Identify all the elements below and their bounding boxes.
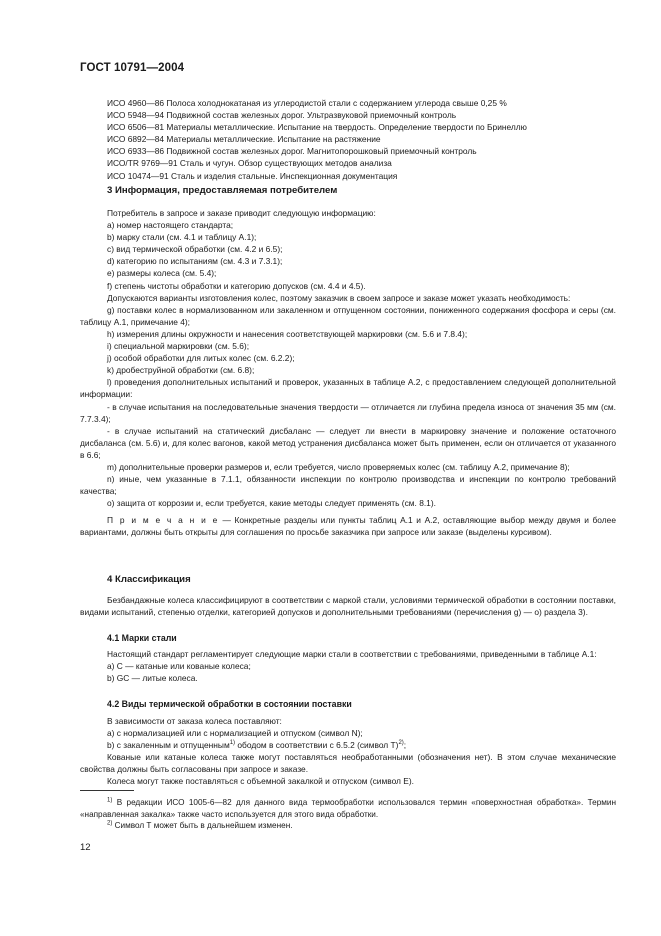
text-run: ободом в соответствии с 6.5.2 (символ Т)	[235, 740, 399, 751]
list-item: h) измерения длины окружности и нанесения соответствующей маркировки (см. 5.6 и 7.8.4);	[107, 328, 468, 339]
note-label: П р и м е ч а н и е	[107, 515, 219, 526]
list-item: a) с нормализацией или с нормализацией и отпуском (символ N);	[107, 728, 363, 739]
reference-list	[107, 97, 627, 182]
running-header: ГОСТ 10791—2004	[80, 62, 185, 74]
list-item: l) проведения дополнительных испытаний и проверок, указанных в таблице А.2, с предоставлением следующей дополнительной информации:	[80, 377, 616, 400]
list-item: c) вид термической обработки (см. 4.2 и 6.5);	[107, 244, 283, 255]
reference-item: ИСО 6506—81 Материалы металлические. Испытание на твердость. Определение твердости по Бринеллю	[107, 122, 527, 133]
subsection-4-1-body	[80, 648, 616, 684]
footnote-ref: 2)	[398, 740, 404, 747]
dash-item: - в случае испытаний на статический дисбаланс — следует ли внести в маркировку значение и положение остаточного дисбаланса (см. 5.6) и, для колес вагонов, какой метод устранения дисбаланса может быть применен, если он отличается от указанного в 6.6;	[80, 425, 616, 460]
section-3-body	[80, 207, 616, 539]
list-item: b) GC — литые колеса.	[107, 673, 198, 684]
reference-item: ИСО 4960—86 Полоса холоднокатаная из углеродистой стали с содержанием углерода свыше 0,25 %	[107, 98, 507, 108]
list-item	[80, 739, 616, 751]
reference-item: ИСО 5948—94 Подвижной состав железных дорог. Ультразвуковой приемочный контроль	[107, 110, 457, 121]
paragraph: Потребитель в запросе и заказе приводит следующую информацию:	[107, 208, 376, 218]
paragraph: Безбандажные колеса классифицируют в соответствии с маркой стали, условиями термической обработки в состоянии поставки, видами испытаний, степенью отделки, категорией допусков и дополнительными требованиями (перечисления g) — o) раздела 3).	[80, 595, 616, 618]
paragraph: Колеса могут также поставляться с объемной закалкой и отпуском (символ Е).	[107, 776, 414, 787]
page-number: 12	[80, 842, 91, 853]
section-3-heading: 3 Информация, предоставляемая потребителем	[107, 185, 338, 196]
paragraph: Кованые или катаные колеса также могут поставляться необработанными (обозначения нет). В этом случае механические свойства должны быть согласованы при запросе и заказе.	[80, 752, 616, 775]
list-item: a) С — катаные или кованые колеса;	[107, 661, 251, 672]
list-item: g) поставки колес в нормализованном или закаленном и отпущенном состоянии, пониженного содержания фосфора и серы (см. таблицу А.1, примечание 4);	[80, 304, 616, 327]
reference-item: ИСО 6933—86 Подвижной состав железных дорог. Магнитопорошковый приемочный контроль	[107, 146, 477, 157]
subsection-4-2-heading: 4.2 Виды термической обработки в состоянии поставки	[107, 699, 352, 709]
reference-item: ИСО 10474—91 Сталь и изделия стальные. Инспекционная документация	[107, 170, 398, 181]
list-item: o) защита от коррозии и, если требуется, какие методы следует применять (см. 8.1).	[107, 498, 436, 509]
list-item: m) дополнительные проверки размеров и, если требуется, число проверяемых колес (см. таблицу А.2, примечание 8);	[107, 461, 570, 472]
footnote-text: В редакции ИСО 1005-6—82 для данного вида термообработки использовался термин «поверхностная обработка». Термин «направленная закалка» также часто используется для этого вида обработки.	[80, 798, 616, 819]
paragraph: Допускаются варианты изготовления колес, поэтому заказчик в своем запросе и заказе может указать необходимость:	[107, 292, 571, 303]
section-4-heading: 4 Классификация	[107, 574, 191, 585]
note-text: — Конкретные разделы или пункты таблиц А.1 и А.2, оставляющие выбор между двумя и более вариантами, должны быть открыты для соглашения по просьбе заказчика при запросе или заказе (выделены курсивом).	[80, 515, 616, 538]
subsection-4-2-body	[80, 715, 616, 788]
footnote	[80, 797, 616, 820]
footnote-mark: 1)	[107, 797, 113, 804]
section-4-intro	[80, 594, 616, 618]
list-item: i) специальной маркировки (см. 5.6);	[107, 341, 250, 352]
list-item: k) дробеструйной обработки (см. 6.8);	[107, 365, 255, 376]
dash-item: - в случае испытания на последовательные значения твердости — отличается ли глубина предела износа от значения 35 мм (см. 7.7.3.4);	[80, 401, 616, 424]
list-item: j) особой обработки для литых колес (см. 6.2.2);	[107, 353, 295, 364]
reference-item: ИСО 6892—84 Материалы металлические. Испытание на растяжение	[107, 134, 381, 145]
footnote-text: Символ Т может быть в дальнейшем изменен.	[112, 821, 293, 831]
text-run: ;	[403, 740, 407, 751]
list-item: n) иные, чем указанные в 7.1.1, обязанности инспекции по контролю производства и инспекции по контролю требований качества;	[80, 474, 616, 497]
list-item: d) категорию по испытаниям (см. 4.3 и 7.3.1);	[107, 256, 283, 267]
paragraph: В зависимости от заказа колеса поставляют:	[107, 716, 282, 726]
reference-item: ИСО/TR 9769—91 Сталь и чугун. Обзор существующих методов анализа	[107, 158, 392, 169]
text-run: b) с закаленным и отпущенным	[107, 740, 230, 751]
list-item: b) марку стали (см. 4.1 и таблицу А.1);	[107, 232, 257, 243]
list-item: f) степень чистоты обработки и категорию допусков (см. 4.4 и 4.5).	[107, 280, 366, 291]
paragraph: Настоящий стандарт регламентирует следующие марки стали в соответствии с требованиями, приведенными в таблице А.1:	[107, 649, 597, 659]
footnote	[80, 820, 616, 832]
footnote-ref: 1)	[229, 740, 236, 747]
list-item: e) размеры колеса (см. 5.4);	[107, 268, 217, 279]
list-item: a) номер настоящего стандарта;	[107, 220, 234, 231]
note	[80, 514, 616, 538]
footnotes	[80, 797, 616, 832]
footnote-separator	[80, 790, 134, 791]
subsection-4-1-heading: 4.1 Марки стали	[107, 633, 177, 643]
footnote-mark: 2)	[107, 820, 113, 827]
